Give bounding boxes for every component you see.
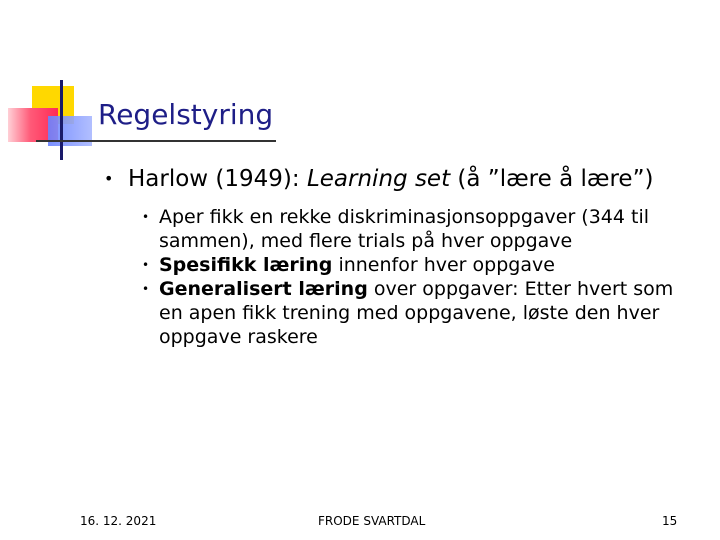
decor-vertical-line xyxy=(60,80,63,160)
sub-bullet-bold: Spesifikk læring xyxy=(159,254,333,276)
footer-date: 16. 12. 2021 xyxy=(80,514,157,528)
footer-author: FRODE SVARTDAL xyxy=(318,514,426,528)
sub-bullet-rest: innenfor hver oppgave xyxy=(332,254,555,276)
decor-horizontal-line xyxy=(36,140,276,142)
main-bullet-prefix: Harlow (1949): xyxy=(128,166,307,192)
footer-page-number: 15 xyxy=(662,514,678,528)
sub-bullet-bold: Generalisert læring xyxy=(159,278,368,300)
sub-bullet xyxy=(142,205,702,253)
sub-bullet-text xyxy=(159,277,689,349)
bullet-icon: • xyxy=(104,169,114,188)
bullet-icon: • xyxy=(142,210,150,224)
sub-bullet-text xyxy=(159,253,689,277)
sub-bullet-rest: Aper fikk en rekke diskriminasjonsoppgaver (344 til sammen), med flere trials på hver oppgave xyxy=(159,206,650,252)
sub-bullet-list xyxy=(142,205,702,349)
bullet-icon: • xyxy=(142,282,150,296)
sub-bullet-rest: over oppgaver: Etter hvert som en apen fikk trening med oppgavene, løste den hver oppgave raskere xyxy=(159,278,674,348)
slide-title: Regelstyring xyxy=(98,98,274,131)
sub-bullet-text xyxy=(159,205,689,253)
main-bullet-suffix: (å ”lære å lære”) xyxy=(450,166,654,192)
sub-bullet xyxy=(142,253,702,277)
sub-bullet xyxy=(142,277,702,349)
bullet-icon: • xyxy=(142,258,150,272)
main-bullet-italic: Learning set xyxy=(306,166,451,192)
main-bullet-text xyxy=(128,165,653,193)
